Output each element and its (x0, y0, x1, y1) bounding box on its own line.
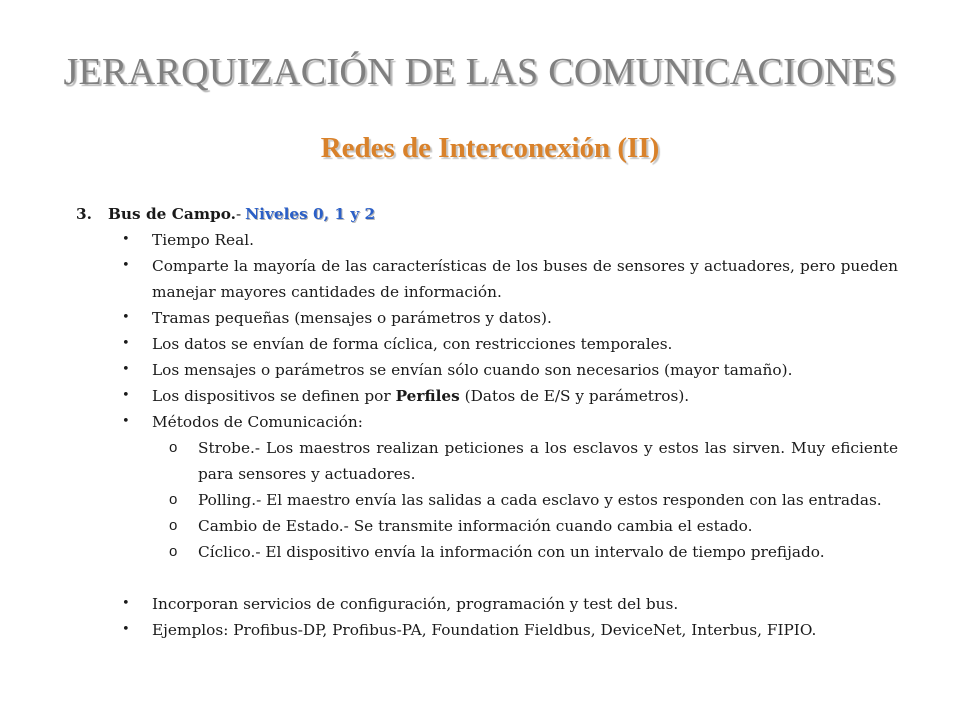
list-item-text: Comparte la mayoría de las características de los buses de sensores y actuadores, pero pueden manejar mayores cantidades de información. (152, 257, 898, 301)
list-item-text: Tramas pequeñas (mensajes o parámetros y datos). (152, 309, 552, 327)
bullet-icon: • (122, 414, 130, 429)
method-item (76, 539, 898, 565)
method-item-text: Polling.- El maestro envía las salidas a cada esclavo y estos responden con las entradas. (198, 491, 882, 509)
section-number: 3. (76, 205, 92, 223)
list-item (76, 331, 898, 357)
list-item-text: Los datos se envían de forma cíclica, con restricciones temporales. (152, 335, 673, 353)
list-item (76, 383, 898, 409)
list-item-text-post: (Datos de E/S y parámetros). (459, 387, 690, 405)
bullet-icon: • (122, 258, 130, 273)
closing-list (76, 591, 898, 643)
bullet-icon: • (122, 622, 130, 637)
bullet-icon: • (122, 596, 130, 611)
method-item-text: Strobe.- Los maestros realizan peticiones a los esclavos y estos las sirven. Muy eficiente para sensores y actuadores. (198, 439, 898, 483)
bullet-icon: • (122, 362, 130, 377)
bullet-icon: • (122, 232, 130, 247)
list-item-text-pre: Los dispositivos se definen por (152, 387, 396, 405)
blank-line (76, 565, 898, 591)
list-item (76, 409, 898, 435)
bullet-icon: • (122, 310, 130, 325)
circle-bullet-icon: o (169, 491, 178, 508)
section-separator: - (235, 205, 242, 223)
list-item-text: Incorporan servicios de configuración, programación y test del bus. (152, 595, 679, 613)
bullet-icon: • (122, 388, 130, 403)
slide-title: JERARQUIZACIÓN DE LAS COMUNICACIONES (63, 51, 897, 93)
circle-bullet-icon: o (169, 439, 178, 456)
list-item-text: Tiempo Real. (152, 231, 254, 249)
method-item-text: Cambio de Estado.- Se transmite información cuando cambia el estado. (198, 517, 753, 535)
slide-body (76, 201, 898, 643)
list-item (76, 227, 898, 253)
list-item (76, 253, 898, 305)
method-item (76, 487, 898, 513)
methods-list (76, 435, 898, 565)
method-item (76, 513, 898, 539)
section-label: Bus de Campo. (108, 205, 236, 223)
bullet-icon: • (122, 336, 130, 351)
section-heading (76, 201, 898, 227)
circle-bullet-icon: o (169, 543, 178, 560)
list-item (76, 305, 898, 331)
list-item (76, 357, 898, 383)
list-item-text: Métodos de Comunicación: (152, 413, 363, 431)
section-levels: Niveles 0, 1 y 2 (245, 205, 376, 223)
feature-list (76, 227, 898, 435)
list-item-text-bold: Perfiles (395, 387, 460, 405)
list-item-text: Ejemplos: Profibus-DP, Profibus-PA, Foundation Fieldbus, DeviceNet, Interbus, FIPIO. (152, 621, 817, 639)
slide-subtitle: Redes de Interconexión (II) (320, 132, 660, 164)
list-item-text: Los mensajes o parámetros se envían sólo cuando son necesarios (mayor tamaño). (152, 361, 793, 379)
method-item (76, 435, 898, 487)
circle-bullet-icon: o (169, 517, 178, 534)
list-item (76, 591, 898, 617)
method-item-text: Cíclico.- El dispositivo envía la información con un intervalo de tiempo prefijado. (198, 543, 825, 561)
list-item (76, 617, 898, 643)
